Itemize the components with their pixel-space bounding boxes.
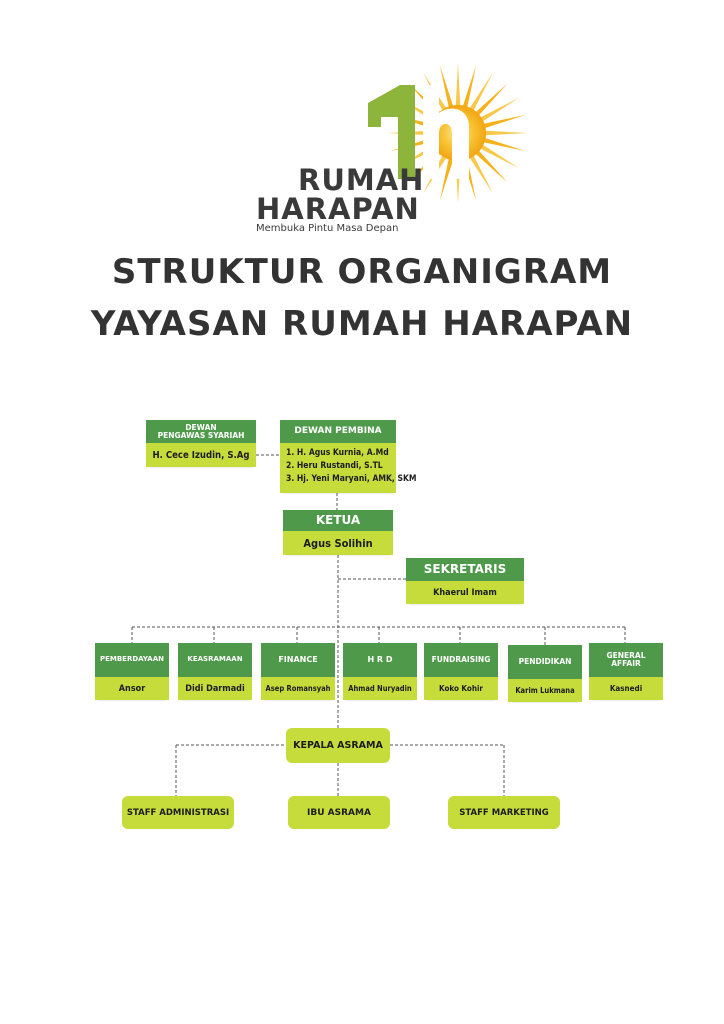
staff-administrasi-box: STAFF ADMINISTRASI xyxy=(122,796,234,829)
dewan-pembina-member: 1. H. Agus Kurnia, A.Md xyxy=(286,448,389,458)
division-name: Koko Kohir xyxy=(424,677,498,700)
division-box-pemberdayaan xyxy=(95,643,169,700)
division-box-general-affair xyxy=(589,643,663,700)
ketua-box xyxy=(283,510,393,555)
ketua-title: KETUA xyxy=(283,510,393,531)
division-title: FUNDRAISING xyxy=(424,643,498,677)
dewan-pengawas-title-line1: DEWAN xyxy=(185,422,217,432)
dewan-pengawas-title xyxy=(146,420,256,443)
dewan-pembina-member: 2. Heru Rustandi, S.TL xyxy=(286,461,383,471)
division-box-hrd xyxy=(343,643,417,700)
dewan-pembina-member: 3. Hj. Yeni Maryani, AMK, SKM xyxy=(286,474,417,484)
division-title: PEMBERDAYAAN xyxy=(95,643,169,677)
page-title-line2: YAYASAN RUMAH HARAPAN xyxy=(90,304,634,344)
staff-marketing-box: STAFF MARKETING xyxy=(448,796,560,829)
dewan-pembina-box xyxy=(280,420,417,493)
division-name: Ahmad Nuryadin xyxy=(343,677,417,700)
division-name: Karim Lukmana xyxy=(508,679,582,702)
division-name: Didi Darmadi xyxy=(178,677,252,700)
division-name: Kasnedi xyxy=(589,677,663,700)
sekretaris-name: Khaerul Imam xyxy=(406,581,524,604)
division-title xyxy=(589,643,663,677)
division-box-fundraising xyxy=(424,643,498,700)
page-title-line1: STRUKTUR ORGANIGRAM xyxy=(111,252,613,292)
ketua-name: Agus Solihin xyxy=(283,531,393,555)
division-box-finance xyxy=(261,643,335,700)
division-name: Ansor xyxy=(95,677,169,700)
dewan-pengawas-box xyxy=(146,420,256,467)
kepala-asrama-box: KEPALA ASRAMA xyxy=(286,728,390,763)
division-title: KEASRAMAAN xyxy=(178,643,252,677)
division-title-line2: AFFAIR xyxy=(611,659,641,668)
logo-word-rumah: RUMAH xyxy=(298,163,425,197)
division-title: H R D xyxy=(343,643,417,677)
division-box-keasramaan xyxy=(178,643,252,700)
logo-tagline: Membuka Pintu Masa Depan xyxy=(256,223,399,234)
sekretaris-box xyxy=(406,558,524,604)
dewan-pengawas-name: H. Cece Izudin, S.Ag xyxy=(146,443,256,467)
division-box-pendidikan xyxy=(508,645,582,702)
dewan-pengawas-title-line2: PENGAWAS SYARIAH xyxy=(157,430,245,440)
sekretaris-title: SEKRETARIS xyxy=(406,558,524,581)
division-title: PENDIDIKAN xyxy=(508,645,582,679)
dewan-pembina-members xyxy=(280,443,417,493)
division-title-line1: GENERAL xyxy=(606,651,646,661)
ibu-asrama-box: IBU ASRAMA xyxy=(288,796,390,829)
division-name: Asep Romansyah xyxy=(261,677,335,700)
logo-word-harapan: HARAPAN xyxy=(256,192,420,226)
division-title: FINANCE xyxy=(261,643,335,677)
dewan-pembina-title: DEWAN PEMBINA xyxy=(280,420,396,443)
